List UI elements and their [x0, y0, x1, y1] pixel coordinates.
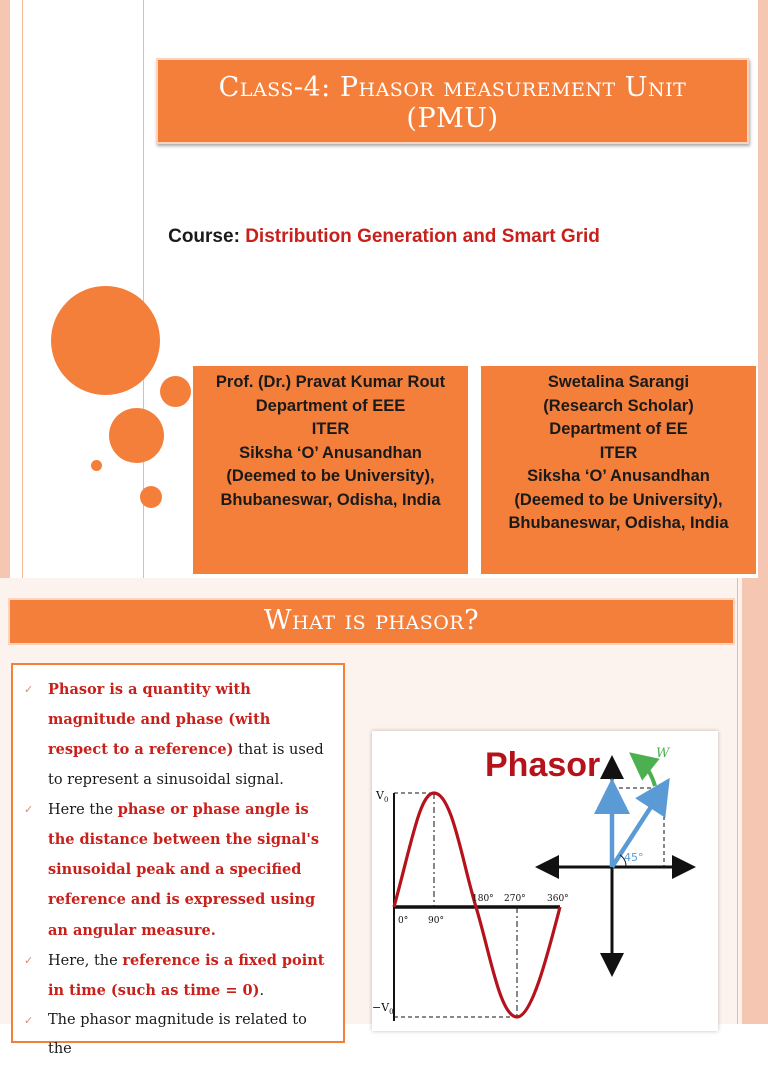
right-stripe [758, 0, 768, 578]
author-box-left [193, 366, 468, 574]
author-line: ITER [311, 420, 350, 438]
angle-label: 45° [624, 851, 644, 864]
bullet-text: . [259, 983, 265, 1000]
author-line: Department of EEE [255, 396, 406, 415]
author-line: Department of EE [549, 420, 688, 438]
bullet-item [24, 795, 333, 946]
bullet-emphasis: phase or phase angle is the distance between the signal's sinusoidal peak and a specified reference and is expressed using an angular measure. [48, 800, 320, 939]
slide-heading: What is phasor? [8, 598, 735, 645]
bullet-item [24, 675, 333, 795]
author-line: (Deemed to be University), [514, 490, 723, 509]
author-line: (Deemed to be University), [226, 467, 435, 485]
label-270deg: 270° [504, 894, 526, 904]
bullet-emphasis: Phasor is a quantity with magnitude and phase (with respect to a reference) [48, 681, 271, 759]
label-180deg: 180° [472, 894, 494, 904]
slide-title-box [156, 58, 749, 144]
author-box-right [481, 366, 756, 574]
bullet-text: Here, the [48, 952, 123, 969]
author-line: Prof. (Dr.) Pravat Kumar Rout [215, 373, 446, 391]
label-0deg: 0° [398, 916, 409, 926]
bullet-text: The phasor magnitude is related to the [48, 1012, 307, 1058]
author-line: Siksha ‘O’ Anusandhan [239, 443, 422, 462]
author-line: Swetalina Sarangi [547, 373, 690, 391]
check-icon: ✓ [24, 683, 34, 696]
author-line: Bhubaneswar, Odisha, India [220, 490, 441, 509]
omega-label: W [656, 746, 670, 761]
decor-circle-tiny [91, 460, 102, 471]
left-stripe [0, 0, 10, 578]
right-stripe [742, 578, 768, 1024]
decor-circle-medium [109, 408, 164, 463]
phasor-figure [372, 731, 718, 1031]
right-rule [737, 578, 738, 1024]
author-line: (Research Scholar) [543, 396, 694, 415]
check-icon: ✓ [24, 1014, 34, 1028]
title-line-2: (PMU) [406, 103, 499, 134]
figure-title: Phasor [485, 746, 601, 784]
bullet-item [24, 946, 333, 1006]
title-line-1: Class-4: Phasor measurement Unit [218, 72, 687, 103]
course-value: Distribution Generation and Smart Grid [245, 226, 600, 247]
bullet-emphasis: reference is a fixed point in time (such as time = 0) [48, 951, 325, 1000]
decor-circle-large [51, 286, 160, 395]
label-90deg: 90° [428, 916, 444, 926]
author-line: Siksha ‘O’ Anusandhan [527, 467, 710, 485]
label-neg-v0: $-V_0$ [372, 1001, 394, 1016]
bullet-text: Here the [48, 801, 118, 818]
bullet-item [24, 1006, 333, 1064]
left-rule [22, 0, 23, 578]
decor-circle-small [160, 376, 191, 407]
bullet-list [11, 663, 345, 1058]
label-360deg: 360° [547, 894, 569, 904]
course-label: Course: [168, 226, 240, 247]
check-icon: ✓ [24, 802, 34, 816]
author-line: Bhubaneswar, Odisha, India [508, 514, 729, 532]
decor-circle-small-2 [140, 486, 162, 508]
check-icon: ✓ [24, 953, 34, 967]
slide-what-is-phasor [0, 578, 768, 1058]
course-line [0, 226, 768, 248]
phasor-diagram [372, 731, 718, 1031]
author-line: ITER [599, 443, 638, 462]
sine-wave [394, 793, 560, 1017]
bullet-text: that is used to represent a sinusoidal signal. [48, 742, 324, 788]
label-v0: $V_0$ [376, 789, 389, 804]
rotation-arrow [640, 761, 655, 786]
